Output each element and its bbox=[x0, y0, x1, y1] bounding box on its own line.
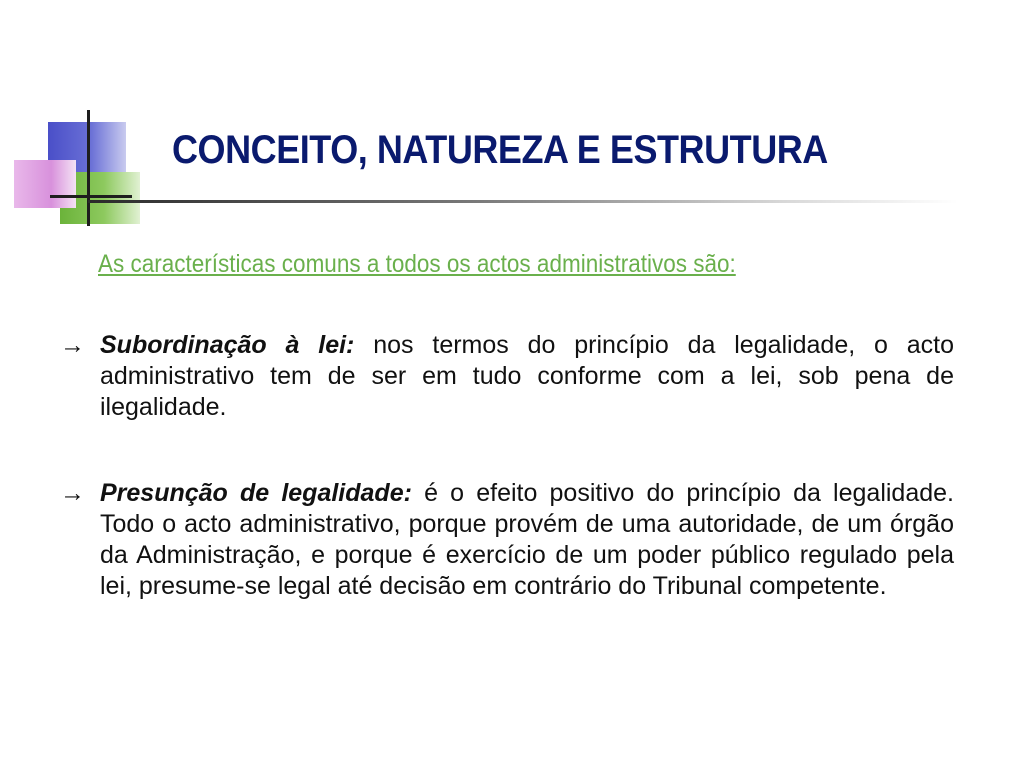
bullet-body: nos termos do princípio da legalidade, o acto administrativo tem de ser em tudo conforme com a lei, sob pena de ilegalidade. bbox=[100, 331, 954, 421]
bullet-text bbox=[60, 330, 954, 423]
horizontal-line bbox=[50, 195, 132, 198]
decorative-squares-logo bbox=[0, 0, 200, 240]
bullet-body: é o efeito positivo do princípio da legalidade. Todo o acto administrativo, porque provém de uma autoridade, de um órgão da Administração, e porque é exercício de um poder público regulado pela lei, presume-se legal até decisão em contrário do Tribunal competente. bbox=[100, 479, 954, 600]
bullet-item bbox=[60, 330, 954, 423]
arrow-icon: → bbox=[60, 479, 85, 507]
pink-square bbox=[14, 160, 76, 208]
arrow-icon: → bbox=[60, 331, 85, 359]
bullet-label: Subordinação à lei: bbox=[100, 331, 355, 359]
slide-title: CONCEITO, NATUREZA E ESTRUTURA bbox=[172, 128, 828, 172]
slide-subtitle: As características comuns a todos os actos administrativos são: bbox=[98, 250, 736, 278]
vertical-line bbox=[87, 110, 90, 226]
bullet-label: Presunção de legalidade: bbox=[100, 479, 412, 507]
bullet-text bbox=[60, 478, 954, 602]
bullet-item bbox=[60, 478, 954, 602]
title-underline-rule bbox=[88, 200, 958, 203]
